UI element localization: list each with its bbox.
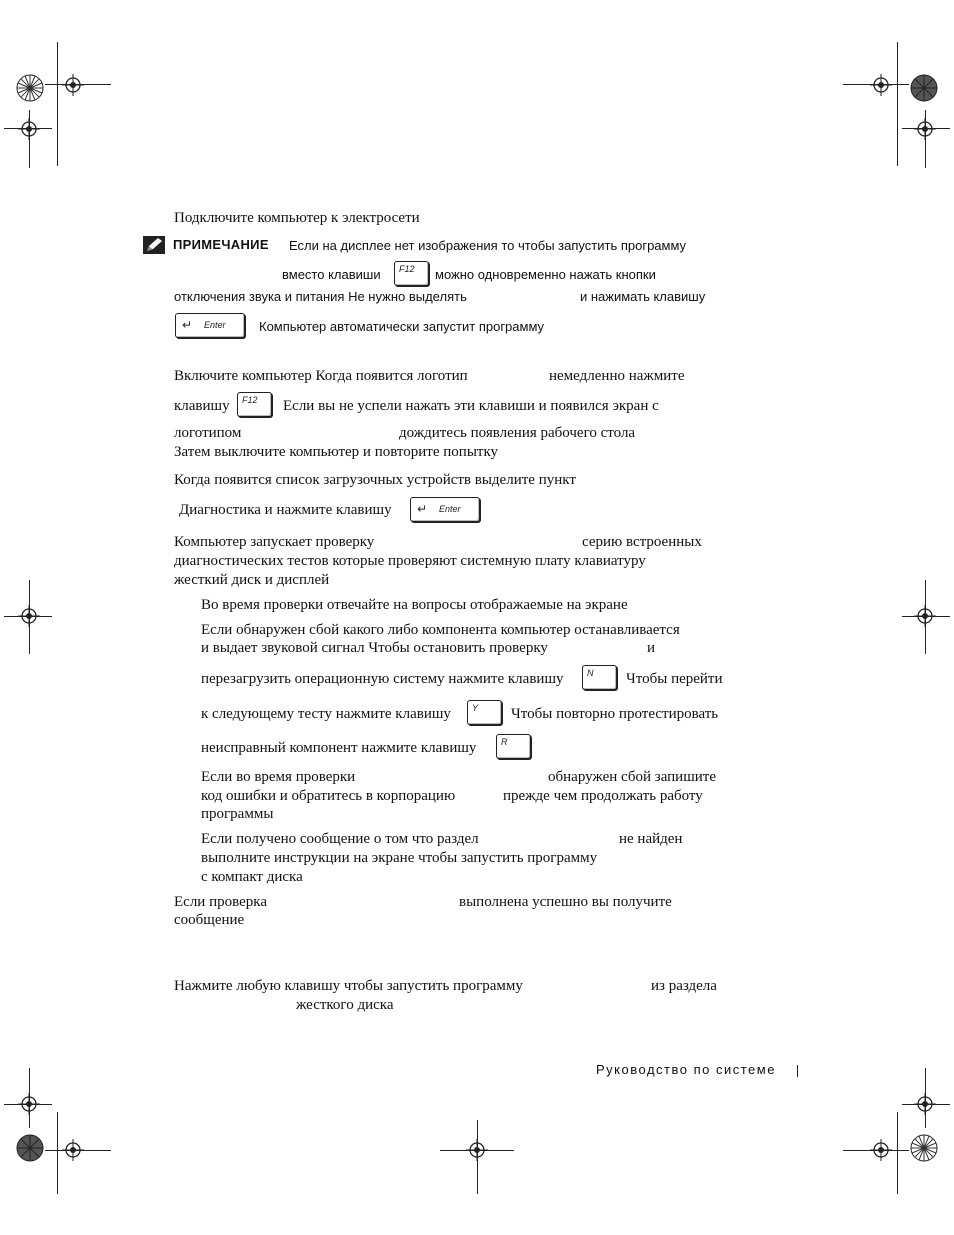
registration-target-icon [62, 1139, 84, 1161]
enter-key [175, 313, 245, 338]
y-key [467, 700, 502, 725]
starburst-mark-icon [910, 1134, 938, 1162]
bullet-2-text-g: Чтобы повторно протестировать [511, 706, 719, 722]
step-6-text: Нажмите любую клавишу чтобы запустить программу [174, 978, 523, 994]
note-line-3b: и нажимать клавишу [580, 289, 706, 304]
starburst-mark-icon [910, 74, 938, 102]
crop-mark [897, 1112, 898, 1194]
step-5-text-c: сообщение [174, 912, 245, 928]
starburst-mark-icon [16, 1134, 44, 1162]
registration-target-icon [870, 74, 892, 96]
crop-mark [57, 1112, 58, 1194]
registration-target-icon [18, 605, 40, 627]
footer-text: Руководство по системе [596, 1062, 776, 1077]
note-line-2b: можно одновременно нажать кнопки [435, 267, 656, 282]
registration-target-icon [914, 605, 936, 627]
step-2-text-b: немедленно нажмите [549, 368, 685, 384]
r-key [496, 734, 531, 759]
enter-arrow-icon: ↵ [182, 318, 193, 332]
step-2-text-g: Затем выключите компьютер и повторите попытку [174, 444, 499, 460]
bullet-3-text-a: Если во время проверки [201, 769, 356, 785]
bullet-3-text-d: прежде чем продолжать работу [503, 788, 703, 804]
f12-key [394, 261, 429, 286]
bullet-2-text-h: неисправный компонент нажмите клавишу [201, 740, 477, 756]
bullet-2-text-d: перезагрузить операционную систему нажмите клавишу [201, 671, 564, 687]
crop-mark [57, 42, 58, 166]
note-line-1: Если на дисплее нет изображения то чтобы запустить программу [289, 238, 687, 253]
step-2-text-f: дождитесь появления рабочего стола [399, 425, 636, 441]
bullet-3-text-c: код ошибки и обратитесь в корпорацию [201, 788, 456, 804]
step-2-text-c: клавишу [174, 398, 230, 414]
step-4-text-b: серию встроенных [582, 534, 702, 550]
enter-arrow-icon: ↵ [417, 502, 428, 516]
step-3-text: Когда появится список загрузочных устройств выделите пункт [174, 472, 576, 488]
bullet-4-text-c: выполните инструкции на экране чтобы запустить программу [201, 850, 598, 866]
note-line-2a: вместо клавиши [282, 267, 381, 282]
f12-key-label: F12 [399, 264, 415, 274]
registration-target-icon [914, 1093, 936, 1115]
step-5-text: Если проверка [174, 894, 267, 910]
f12-key [237, 392, 272, 417]
note-label: ПРИМЕЧАНИЕ [173, 237, 269, 252]
bullet-3-text-b: обнаружен сбой запишите [548, 769, 717, 785]
step-2-text-e: логотипом [174, 425, 242, 441]
footer-separator [797, 1065, 798, 1077]
registration-target-icon [62, 74, 84, 96]
step-6-text-c: жесткого диска [296, 997, 394, 1013]
step-1-text: Подключите компьютер к электросети [174, 210, 420, 226]
bullet-4-text-d: с компакт диска [201, 869, 303, 885]
bullet-4-text-b: не найден [619, 831, 683, 847]
enter-key-label: Enter [439, 504, 461, 514]
step-2-text: Включите компьютер Когда появится логотип [174, 368, 468, 384]
y-key-label: Y [472, 703, 479, 713]
enter-key-label: Enter [204, 320, 226, 330]
bullet-2-text-a: Если обнаружен сбой какого либо компонента компьютер останавливается [201, 622, 680, 638]
r-key-label: R [501, 737, 508, 747]
bullet-3-text-e: программы [201, 806, 274, 822]
step-2-text-d: Если вы не успели нажать эти клавиши и появился экран с [283, 398, 659, 414]
n-key-label: N [587, 668, 594, 678]
bullet-1-text: Во время проверки отвечайте на вопросы отображаемые на экране [201, 597, 628, 613]
crop-mark [897, 42, 898, 166]
step-6-text-b: из раздела [651, 978, 717, 994]
pencil-note-icon [143, 236, 165, 254]
n-key [582, 665, 617, 690]
registration-target-icon [870, 1139, 892, 1161]
step-4-text-a: Компьютер запускает проверку [174, 534, 375, 550]
note-line-3a: отключения звука и питания Не нужно выделять [174, 289, 467, 304]
step-5-text-b: выполнена успешно вы получите [459, 894, 672, 910]
note-line-4: Компьютер автоматически запустит программу [259, 319, 545, 334]
registration-target-icon [18, 118, 40, 140]
step-3-text-b: Диагностика и нажмите клавишу [179, 502, 392, 518]
bullet-2-text-f: к следующему тесту нажмите клавишу [201, 706, 451, 722]
registration-target-icon [466, 1139, 488, 1161]
step-4-text-c: диагностических тестов которые проверяют системную плату клавиатуру [174, 553, 646, 569]
f12-key-label: F12 [242, 395, 258, 405]
bullet-4-text-a: Если получено сообщение о том что раздел [201, 831, 479, 847]
registration-target-icon [914, 118, 936, 140]
bullet-2-text-b: и выдает звуковой сигнал Чтобы остановить проверку [201, 640, 548, 656]
starburst-mark-icon [16, 74, 44, 102]
bullet-2-text-e: Чтобы перейти [626, 671, 723, 687]
enter-key [410, 497, 480, 522]
bullet-2-text-c: и [647, 640, 656, 656]
registration-target-icon [18, 1093, 40, 1115]
step-4-text-d: жесткий диск и дисплей [174, 572, 330, 588]
